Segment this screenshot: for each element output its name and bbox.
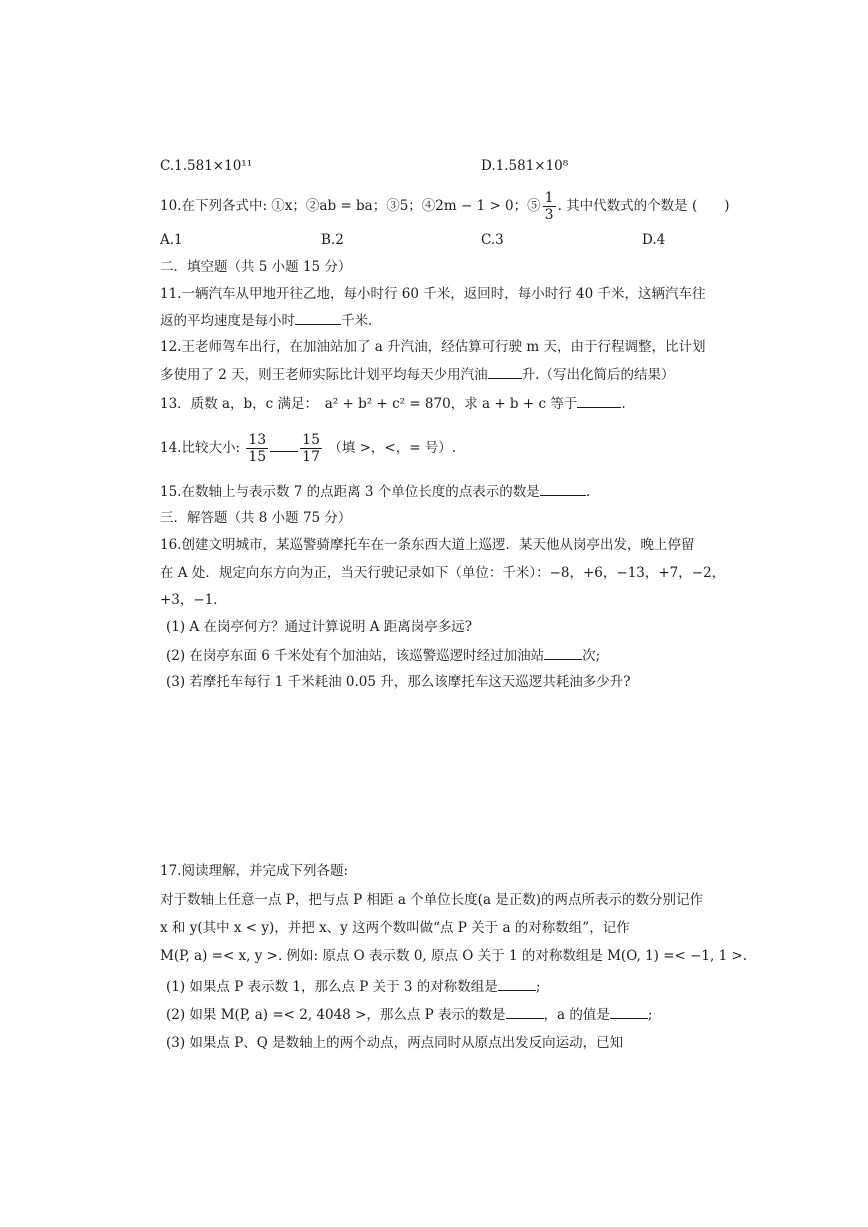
- q17-line-3: M(P, a) =< x, y >. 例如: 原点 O 表示数 0, 原点 O 关于 1 的对称数组是 M(O, 1) =< −1, 1 >.: [160, 948, 748, 964]
- q17-line-2: x 和 y(其中 x < y)，并把 x、y 这两个数叫做“点 P 关于 a 的对称数组”，记作: [160, 920, 630, 936]
- q17-sub2-text-c: ;: [647, 1007, 653, 1023]
- option-c: C.1.581×10¹¹: [160, 158, 253, 174]
- q10-stem-b: . 其中代数式的个数是 ( ): [557, 198, 730, 214]
- q16-sub2-text-a: (2) 在岗亭东面 6 千米处有个加油站，该巡警巡逻时经过加油站: [166, 648, 545, 664]
- q17-sub-1: [166, 976, 540, 997]
- q17-sub1-text-a: (1) 如果点 P 表示数 1，那么点 P 关于 3 的对称数组是: [166, 979, 498, 995]
- q16-sub2-text-b: 次;: [582, 648, 601, 664]
- q15-text-b: .: [585, 484, 591, 500]
- q16-line-1: 16.创建文明城市，某巡警骑摩托车在一条东西大道上巡逻．某天他从岗亭出发，晚上停留: [160, 537, 695, 553]
- q12-text-b: 升.（写出化简后的结果）: [521, 367, 675, 383]
- q14-f2-den: 17: [302, 449, 320, 465]
- q17-title: 17.阅读理解，并完成下列各题:: [160, 863, 349, 879]
- q10-option-d: D.4: [642, 232, 666, 248]
- q17-sub2-text-b: ，a 的值是: [543, 1007, 610, 1023]
- q17-sub1-text-b: ;: [535, 979, 541, 995]
- q16-blank[interactable]: [544, 645, 582, 660]
- q14-note: （填 >，<，= 号）.: [328, 440, 457, 456]
- q11-text-b: 千米.: [341, 313, 373, 329]
- q10-stem-a: 10.在下列各式中: ①x；②ab = ba；③5；④2m − 1 > 0；⑤: [160, 198, 541, 214]
- q10-option-a: A.1: [160, 232, 183, 248]
- q11-line-1: 11.一辆汽车从甲地开往乙地，每小时行 60 千米，返回时，每小时行 40 千米，这辆汽车往: [160, 286, 706, 302]
- q16-line-3: +3，−1．: [160, 592, 227, 608]
- q16-sub-1: (1) A 在岗亭何方？通过计算说明 A 距离岗亭多远?: [166, 619, 473, 635]
- q11-blank[interactable]: [295, 310, 341, 325]
- q13-blank[interactable]: [577, 393, 621, 408]
- q17-line-1: 对于数轴上任意一点 P，把与点 P 相距 a 个单位长度(a 是正数)的两点所表示的数分别记作: [160, 892, 704, 908]
- q10-option-c: C.3: [481, 232, 504, 248]
- q14-f2-num: 15: [302, 432, 320, 448]
- q15-blank[interactable]: [540, 481, 586, 496]
- q14-blank[interactable]: [270, 437, 298, 452]
- q10-fraction: [543, 190, 556, 223]
- q17-sub-2: [166, 1004, 652, 1025]
- q13-text-b: .: [621, 396, 626, 412]
- q17-sub2-text-a: (2) 如果 M(P, a) =< 2, 4048 >，那么点 P 表示的数是: [166, 1007, 506, 1023]
- q14-f1-num: 13: [248, 432, 267, 448]
- q14-fraction-1: [246, 432, 268, 465]
- q16-line-2: 在 A 处．规定向东方向为正，当天行驶记录如下（单位：千米）：−8，+6，−13，+7，−2，: [160, 565, 726, 581]
- question-13: [160, 393, 626, 414]
- q12-line-1: 12.王老师驾车出行，在加油站加了 a 升汽油，经估算可行驶 m 天，由于行程调整，比计划: [160, 339, 706, 355]
- question-10: [160, 190, 730, 223]
- q14-f1-den: 15: [248, 449, 267, 465]
- q17-sub1-blank[interactable]: [498, 976, 536, 991]
- q13-text-a: 13．质数 a，b，c 满足： a² + b² + c² = 870，求 a + b + c 等于: [160, 396, 578, 412]
- q11-text-a: 返的平均速度是每小时: [160, 313, 295, 329]
- q10-frac-num: 1: [544, 190, 554, 206]
- q12-blank[interactable]: [488, 364, 522, 379]
- q14-label: 14.比较大小:: [160, 440, 241, 456]
- q14-fraction-2: [300, 432, 322, 465]
- question-15: [160, 481, 590, 502]
- option-d: D.1.581×10⁸: [481, 158, 569, 174]
- question-14: [160, 432, 456, 465]
- q12-text-a: 多使用了 2 天，则王老师实际比计划平均每天少用汽油: [160, 367, 488, 383]
- q17-sub2-blank-1[interactable]: [506, 1004, 544, 1019]
- q10-frac-den: 3: [544, 207, 554, 223]
- section-3-title: 三．解答题（共 8 小题 75 分）: [160, 510, 352, 526]
- q11-line-2: [160, 310, 372, 331]
- q16-sub-2: [166, 645, 600, 666]
- section-2-title: 二．填空题（共 5 小题 15 分）: [160, 259, 352, 275]
- q17-sub2-blank-2[interactable]: [610, 1004, 648, 1019]
- q12-line-2: [160, 364, 674, 385]
- q10-option-b: B.2: [321, 232, 344, 248]
- q15-text-a: 15.在数轴上与表示数 7 的点距离 3 个单位长度的点表示的数是: [160, 484, 540, 500]
- q16-sub-3: (3) 若摩托车每行 1 千米耗油 0.05 升，那么该摩托车这天巡逻共耗油多少升?: [166, 674, 631, 690]
- q17-sub-3: (3) 如果点 P、Q 是数轴上的两个动点，两点同时从原点出发反向运动，已知: [166, 1035, 624, 1051]
